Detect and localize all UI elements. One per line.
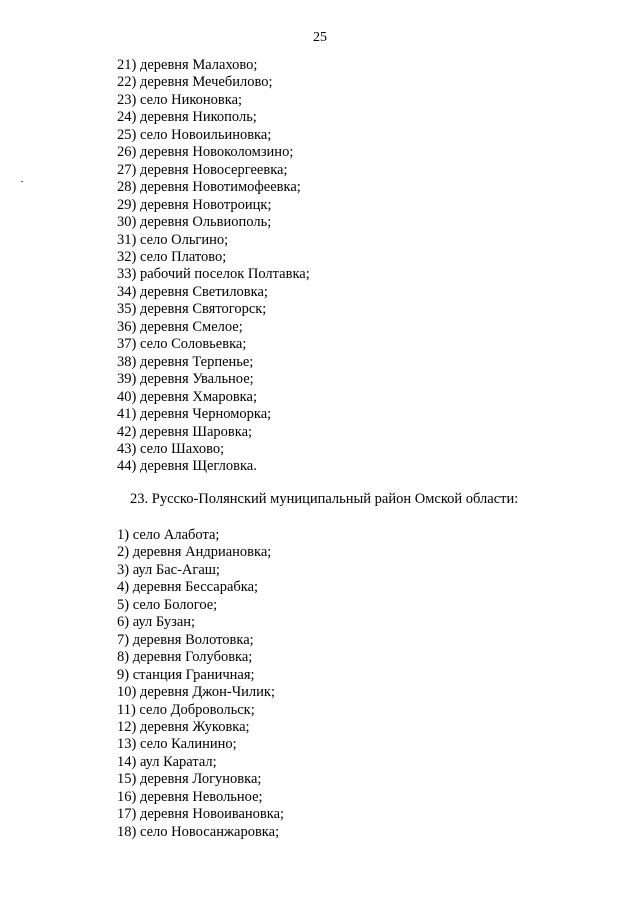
list-item: 12) деревня Жуковка; <box>117 718 250 735</box>
list-item: 36) деревня Смелое; <box>117 318 243 335</box>
list-item: 23) село Никоновка; <box>117 91 243 108</box>
list-item: 40) деревня Хмаровка; <box>117 388 257 405</box>
list-item: 32) село Платово; <box>117 248 227 265</box>
list-item: 8) деревня Голубовка; <box>117 649 253 666</box>
list-item: 5) село Бологое; <box>117 596 218 613</box>
list-item: 41) деревня Черноморка; <box>117 406 272 423</box>
list-item: 26) деревня Новоколомзино; <box>117 144 294 161</box>
list-item: 44) деревня Щегловка. <box>117 458 257 475</box>
list-item: 1) село Алабота; <box>117 527 220 543</box>
list-item: 42) деревня Шаровка; <box>117 423 253 440</box>
list-item: 39) деревня Увальное; <box>117 371 254 388</box>
list-item: 22) деревня Мечебилово; <box>117 74 273 91</box>
list-item: 33) рабочий поселок Полтавка; <box>117 266 310 283</box>
list-item: 15) деревня Логуновка; <box>117 771 262 788</box>
page-number: 25 <box>313 30 327 45</box>
list-item: 37) село Соловьевка; <box>117 336 247 353</box>
list-item: 11) село Добровольск; <box>117 701 255 718</box>
list-item: 27) деревня Новосергеевка; <box>117 161 288 178</box>
list-item: 25) село Новоильиновка; <box>117 126 272 143</box>
list-item: 24) деревня Никополь; <box>117 109 257 126</box>
list-item: 38) деревня Терпенье; <box>117 353 254 370</box>
list-item: 35) деревня Святогорск; <box>117 301 267 318</box>
list-item: 28) деревня Новотимофеевка; <box>117 179 301 196</box>
list-item: 31) село Ольгино; <box>117 231 229 248</box>
settlement-list-continued <box>117 57 310 476</box>
list-item: 7) деревня Волотовка; <box>117 631 254 648</box>
list-item: 4) деревня Бессарабка; <box>117 579 259 596</box>
list-item: 13) село Калинино; <box>117 736 237 753</box>
list-item: 29) деревня Новотроицк; <box>117 196 272 213</box>
list-item: 30) деревня Ольвиополь; <box>117 214 272 231</box>
list-item: 17) деревня Новоивановка; <box>117 806 285 823</box>
settlement-list-section <box>117 527 284 841</box>
scan-speck <box>21 181 23 182</box>
list-item: 3) аул Бас-Агаш; <box>117 561 220 578</box>
list-item: 43) село Шахово; <box>117 440 225 457</box>
list-item: 14) аул Каратал; <box>117 753 217 770</box>
list-item: 34) деревня Светиловка; <box>117 283 268 300</box>
list-item: 2) деревня Андриановка; <box>117 544 272 561</box>
list-item: 10) деревня Джон-Чилик; <box>117 684 275 701</box>
list-item: 6) аул Бузан; <box>117 614 196 631</box>
list-item: 16) деревня Невольное; <box>117 788 263 805</box>
section-heading: 23. Русско-Полянский муниципальный район Омской области: <box>130 491 519 507</box>
list-item: 18) село Новосанжаровка; <box>117 823 280 840</box>
list-item: 21) деревня Малахово; <box>117 57 258 73</box>
list-item: 9) станция Граничная; <box>117 666 255 683</box>
